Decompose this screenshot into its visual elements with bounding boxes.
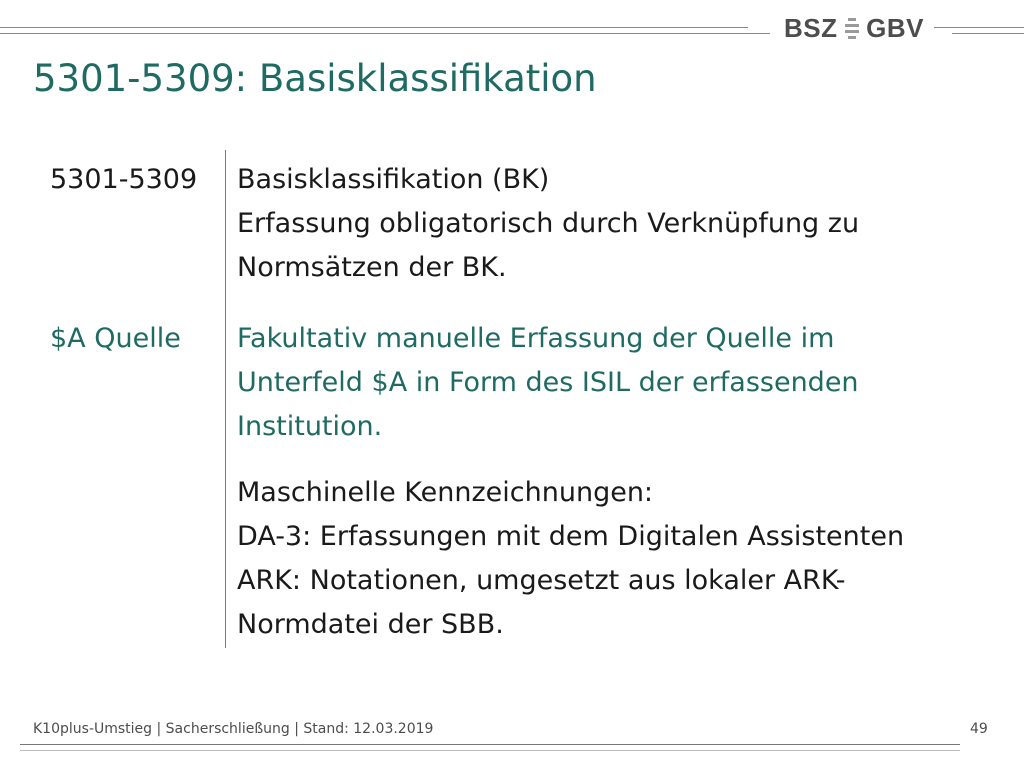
row-content: [237, 471, 904, 647]
content-line: Unterfeld $A in Form des ISIL der erfassenden: [237, 367, 859, 398]
logo: [784, 10, 924, 46]
header-line: [952, 33, 1024, 34]
column-divider: [225, 150, 226, 648]
content-line: Normdatei der SBB.: [237, 609, 504, 640]
row-label: $A Quelle: [50, 323, 181, 354]
page-title: 5301-5309: Basisklassifikation: [33, 57, 597, 100]
content-line: Fakultativ manuelle Erfassung der Quelle im: [237, 323, 835, 354]
footer-text: K10plus-Umstieg | Sacherschließung | Stand: 12.03.2019: [33, 721, 434, 737]
content-line: Normsätzen der BK.: [237, 252, 507, 283]
row-content: [237, 158, 859, 290]
content-line: DA-3: Erfassungen mit dem Digitalen Assistenten: [237, 521, 905, 552]
content-line: Basisklassifikation (BK): [237, 164, 550, 195]
header-line: [934, 27, 1024, 28]
content-line: Erfassung obligatorisch durch Verknüpfung zu: [237, 208, 860, 239]
page-number: 49: [970, 721, 988, 737]
logo-bsz: BSZ: [784, 12, 838, 43]
footer-line: [20, 750, 960, 751]
content-line: Institution.: [237, 411, 383, 442]
footer-line: [20, 744, 960, 745]
row-label: 5301-5309: [50, 164, 198, 195]
row-content: [237, 317, 859, 449]
header-line: [0, 27, 748, 28]
bsz-gbv-mark-icon: [844, 18, 861, 39]
header-line: [0, 33, 770, 34]
content-line: Maschinelle Kennzeichnungen:: [237, 477, 654, 508]
logo-gbv: GBV: [866, 12, 924, 43]
content-line: ARK: Notationen, umgesetzt aus lokaler ARK-: [237, 565, 846, 596]
